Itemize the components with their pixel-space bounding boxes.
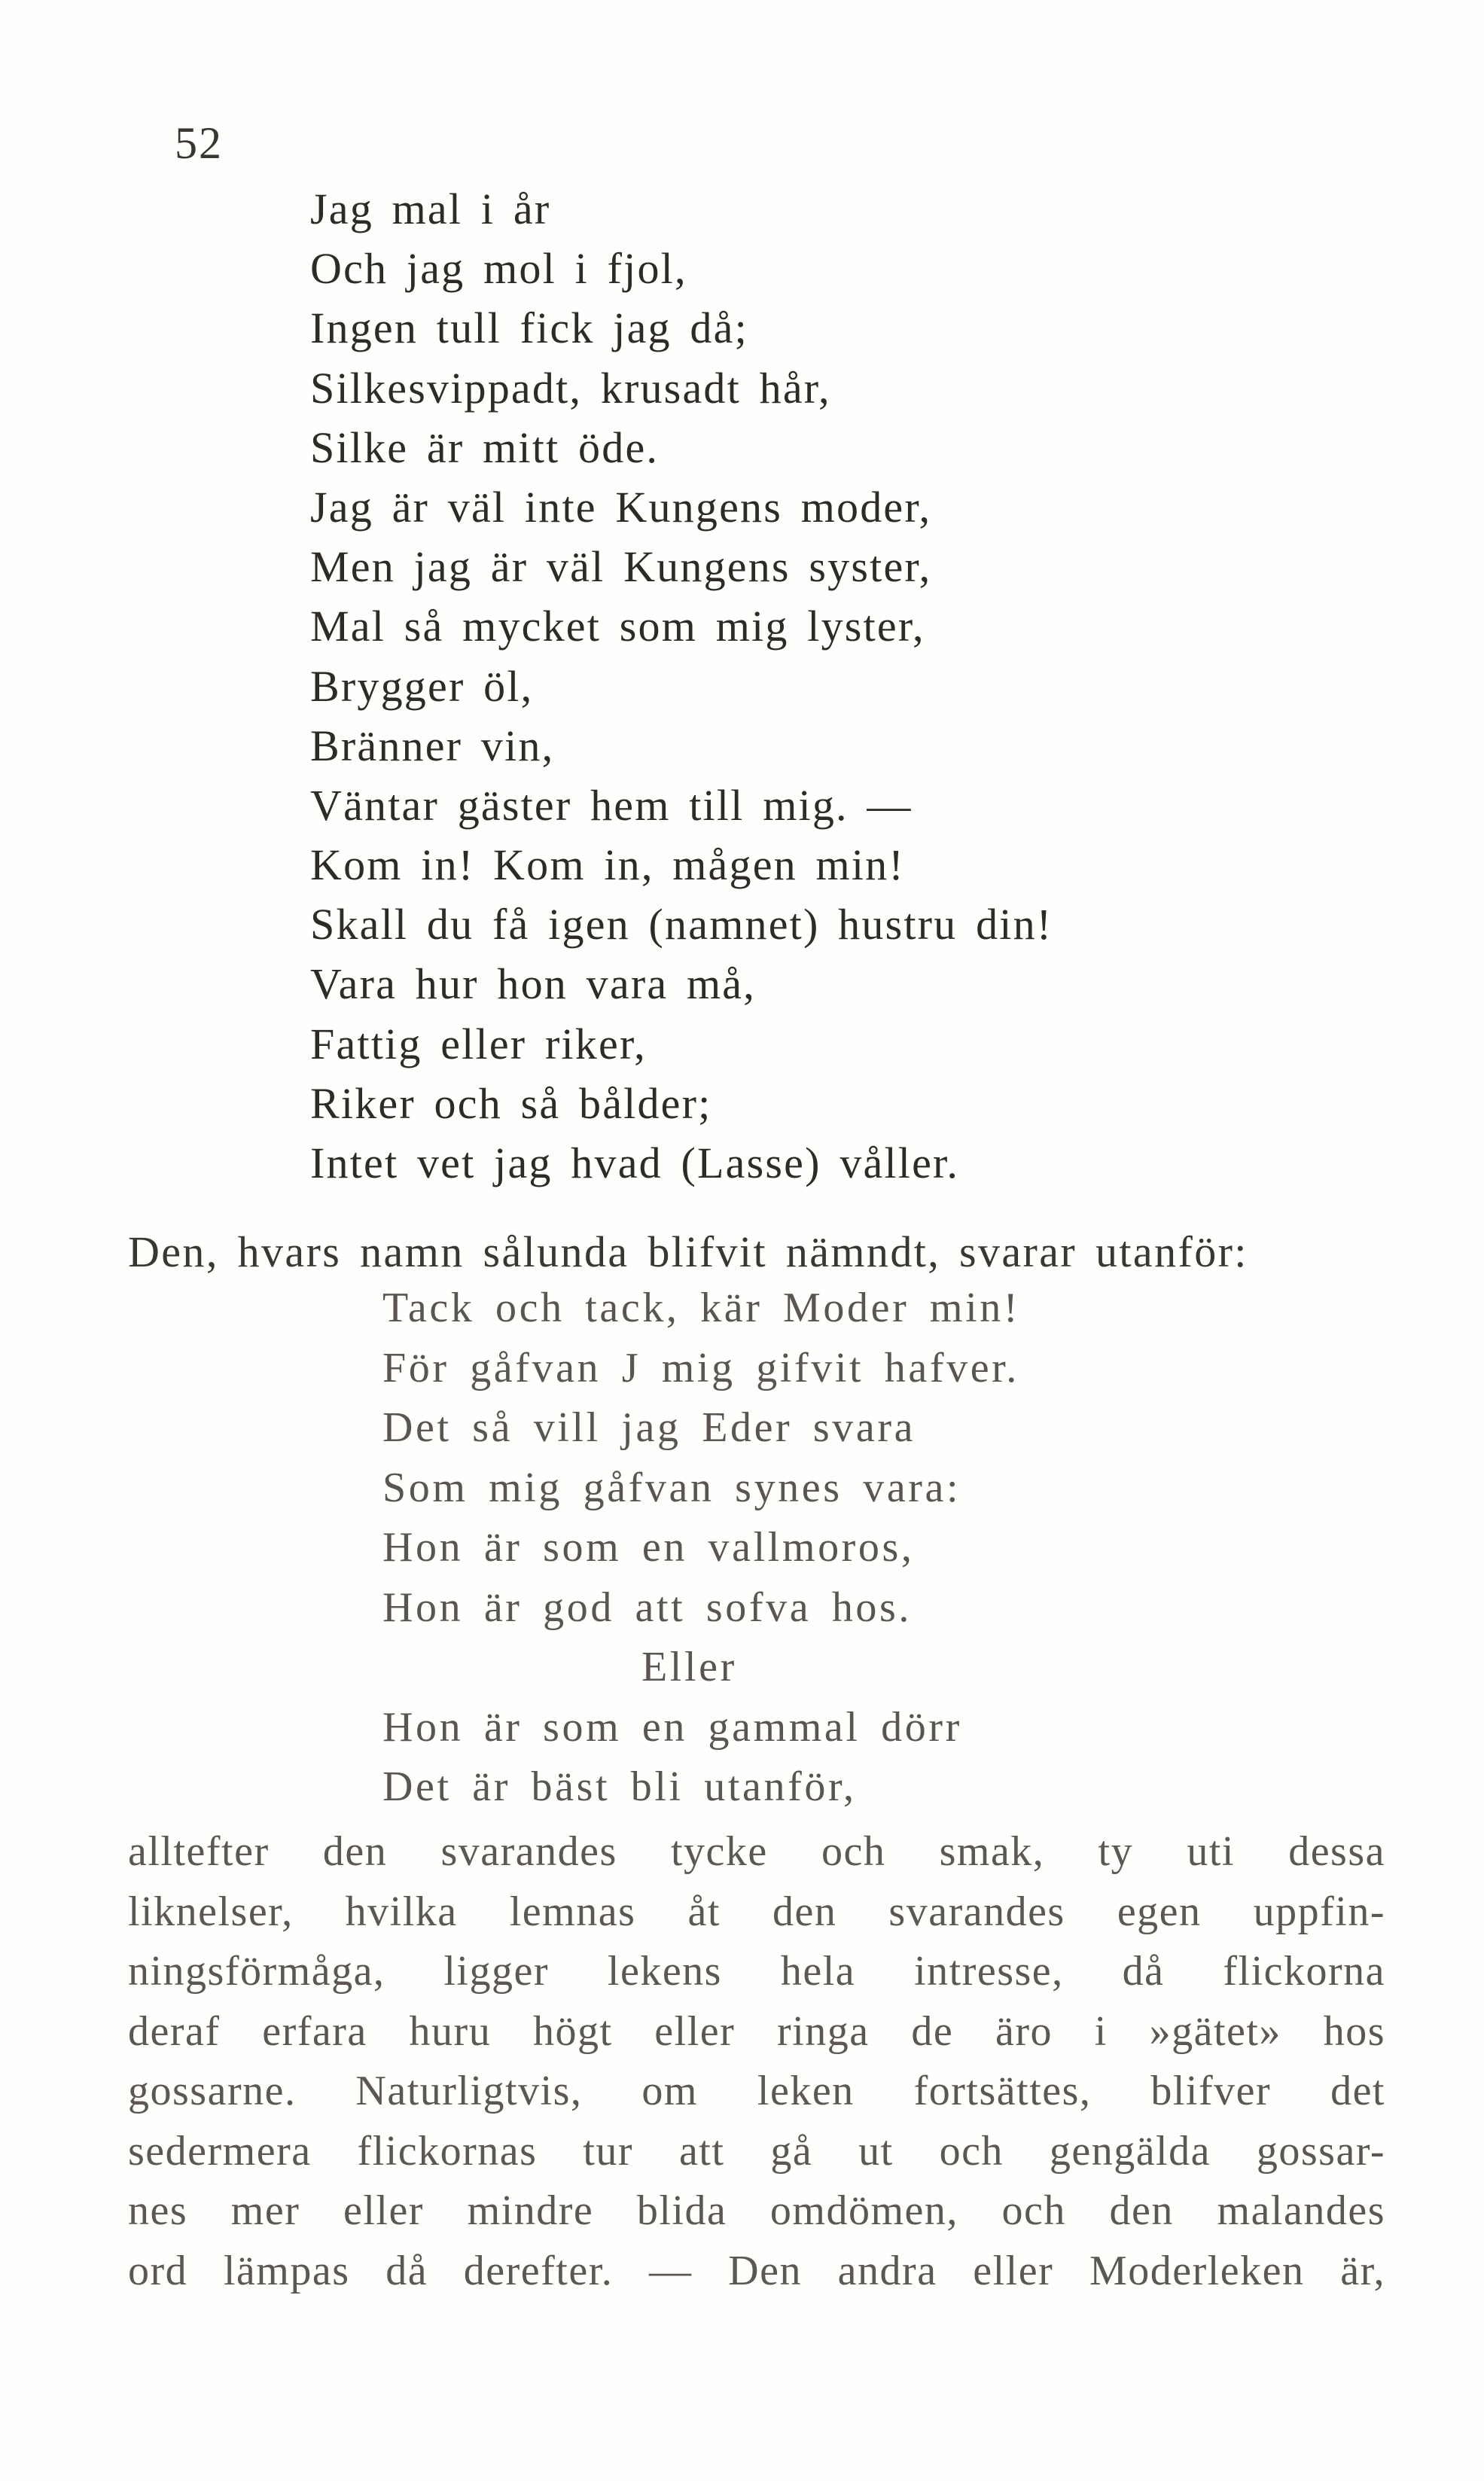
response-line: Hon är som en gammal dörr: [382, 1703, 962, 1751]
verse-line: Brygger öl,: [310, 661, 534, 711]
prose-line: gossarne. Naturligtvis, om leken fortsättes, blifver det: [128, 2068, 1385, 2114]
verse-line: Bränner vin,: [310, 721, 555, 770]
verse-line: Jag mal i år: [310, 184, 551, 233]
verse-line: Ingen tull fick jag då;: [310, 303, 748, 353]
verse-line: Jag är väl inte Kungens moder,: [310, 482, 932, 532]
prose-line: alltefter den svarandes tycke och smak, ty uti dessa: [128, 1828, 1385, 1875]
verse-line: Väntar gäster hem till mig. —: [310, 780, 913, 830]
response-stanza: [382, 1279, 1020, 1818]
intro-line: Den, hvars namn sålunda blifvit nämndt, svarar utanför:: [128, 1227, 1248, 1276]
verse-line: Kom in! Kom in, mågen min!: [310, 840, 905, 890]
response-line: Det är bäst bli utanför,: [382, 1763, 857, 1810]
prose-line: nes mer eller mindre blida omdömen, och den malandes: [128, 2187, 1385, 2234]
page-number: 52: [175, 118, 223, 168]
response-line: Tack och tack, kär Moder min!: [382, 1285, 1021, 1331]
prose-line: sedermera flickornas tur att gå ut och gengälda gossar-: [128, 2127, 1385, 2175]
verse-line: Silkesvippadt, krusadt hår,: [310, 363, 831, 413]
response-line-eller: Eller: [641, 1644, 737, 1690]
prose-line: ningsförmåga, ligger lekens hela intresse, då flickorna: [128, 1948, 1385, 1995]
verse-line: Fattig eller riker,: [310, 1019, 647, 1068]
response-line: Som mig gåfvan synes vara:: [382, 1464, 961, 1511]
response-line: Det så vill jag Eder svara: [382, 1404, 916, 1451]
response-line: Hon är som en vallmoros,: [382, 1524, 915, 1571]
verse-line: Mal så mycket som mig lyster,: [310, 602, 925, 651]
verse-stanza: [310, 179, 1053, 1193]
verse-line: Silke är mitt öde.: [310, 422, 660, 472]
verse-line: Vara hur hon vara må,: [310, 959, 756, 1009]
verse-line: Intet vet jag hvad (Lasse) våller.: [310, 1138, 960, 1187]
prose-paragraph: [128, 1822, 1385, 2301]
verse-line: Och jag mol i fjol,: [310, 244, 687, 294]
prose-line: ord lämpas då derefter. — Den andra eller Moderleken är,: [128, 2247, 1385, 2294]
verse-line: Skall du få igen (namnet) hustru din!: [310, 900, 1053, 949]
prose-line: deraf erfara huru högt eller ringa de äro i »gätet» hos: [128, 2007, 1385, 2055]
response-line: Hon är god att sofva hos.: [382, 1583, 913, 1631]
response-line: För gåfvan J mig gifvit hafver.: [382, 1344, 1019, 1391]
verse-line: Men jag är väl Kungens syster,: [310, 542, 932, 592]
verse-line: Riker och så bålder;: [310, 1078, 712, 1128]
prose-line: liknelser, hvilka lemnas åt den svarandes egen uppfin-: [128, 1888, 1385, 1935]
